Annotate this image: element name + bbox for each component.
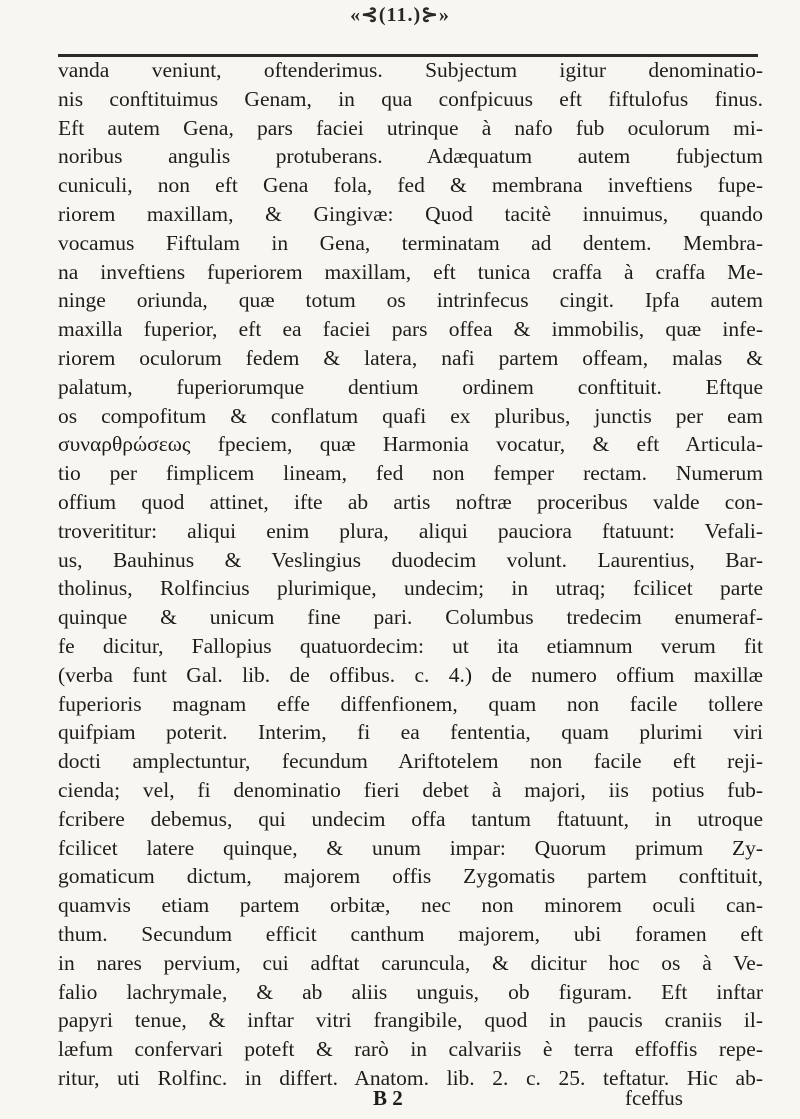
text-line: os compofitum & conflatum quafi ex pluribus, junctis per eam [58,403,763,428]
text-line: quifpiam poterit. Interim, fi ea fententia, quam plurimi viri [58,720,763,745]
text-line: na inveftiens fuperiorem maxillam, eft tunica craffa à craffa Me- [58,259,763,284]
catchword: fceffus [625,1086,683,1110]
text-line: docti amplectuntur, fecundum Ariftotelem non facile eft reji- [58,749,763,774]
signature-mark: B 2 [373,1086,403,1110]
text-line: læfum confervari poteft & rarò in calvariis è terra effoffis repe- [58,1037,763,1062]
text-line: συναρθρώσεως fpeciem, quæ Harmonia vocatur, & eft Articula- [58,432,763,457]
text-line: fcribere debemus, qui undecim offa tantum ftatuunt, in utroque [58,806,763,831]
text-line: tio per fimplicem lineam, fed non femper rectam. Numerum [58,461,763,486]
text-line: vocamus Fiftulam in Gena, terminatam ad dentem. Membra- [58,230,763,255]
text-line: fe dicitur, Fallopius quatuordecim: ut ita etiamnum verum fit [58,633,763,658]
text-line: tholinus, Rolfincius plurimique, undecim; in utraq; fcilicet parte [58,576,763,601]
text-line: vanda veniunt, oftenderimus. Subjectum igitur denominatio- [58,58,763,82]
text-line: riorem maxillam, & Gingivæ: Quod tacitè innuimus, quando [58,201,763,226]
body-text [58,56,763,1093]
text-line: Eft autem Gena, pars faciei utrinque à nafo fub oculorum mi- [58,115,763,140]
text-line: troverititur: aliqui enim plura, aliqui pauciora ftatuunt: Vefali- [58,518,763,543]
text-line: offium quod attinet, ifte ab artis noftræ proceribus valde con- [58,489,763,514]
text-line: nis conftituimus Genam, in qua confpicuus eft fiftulofus finus. [58,86,763,111]
text-line: falio lachrymale, & ab aliis unguis, ob figuram. Eft inftar [58,979,763,1004]
text-line: in nares pervium, cui adftat caruncula, & dicitur hoc os à Ve- [58,950,763,975]
text-line: ritur, uti Rolfinc. in differt. Anatom. lib. 2. c. 25. teftatur. Hic ab- [58,1065,763,1090]
text-line: thum. Secundum efficit canthum majorem, ubi foramen eft [58,921,763,946]
text-line: quamvis etiam partem orbitæ, nec non minorem oculi can- [58,893,763,918]
text-line: gomaticum dictum, majorem offis Zygomatis partem conftituit, [58,864,763,889]
text-line: cuniculi, non eft Gena fola, fed & membrana inveftiens fupe- [58,173,763,198]
text-line: quinque & unicum fine pari. Columbus tredecim enumeraf- [58,605,763,630]
text-line: us, Bauhinus & Veslingius duodecim volunt. Laurentius, Bar- [58,547,763,572]
text-line: (verba funt Gal. lib. de offibus. c. 4.) de numero offium maxillæ [58,662,763,687]
text-line: papyri tenue, & inftar vitri frangibile, quod in paucis craniis il- [58,1008,763,1033]
text-line: cienda; vel, fi denominatio fieri debet à majori, iis potius fub- [58,777,763,802]
page-footer [0,1086,800,1116]
text-line: ninge oriunda, quæ totum os intrinfecus cingit. Ipfa autem [58,288,763,313]
text-line: noribus angulis protuberans. Adæquatum autem fubjectum [58,144,763,169]
page-header: «⊰(11.)⊱» [350,4,450,26]
text-line: riorem oculorum fedem & latera, nafi partem offeam, malas & [58,345,763,370]
text-line: fuperioris magnam effe diffenfionem, quam non facile tollere [58,691,763,716]
text-line: maxilla fuperior, eft ea faciei pars offea & immobilis, quæ infe- [58,317,763,342]
text-line: fcilicet latere quinque, & unum impar: Quorum primum Zy- [58,835,763,860]
text-line: palatum, fuperiorumque dentium ordinem conftituit. Eftque [58,374,763,399]
